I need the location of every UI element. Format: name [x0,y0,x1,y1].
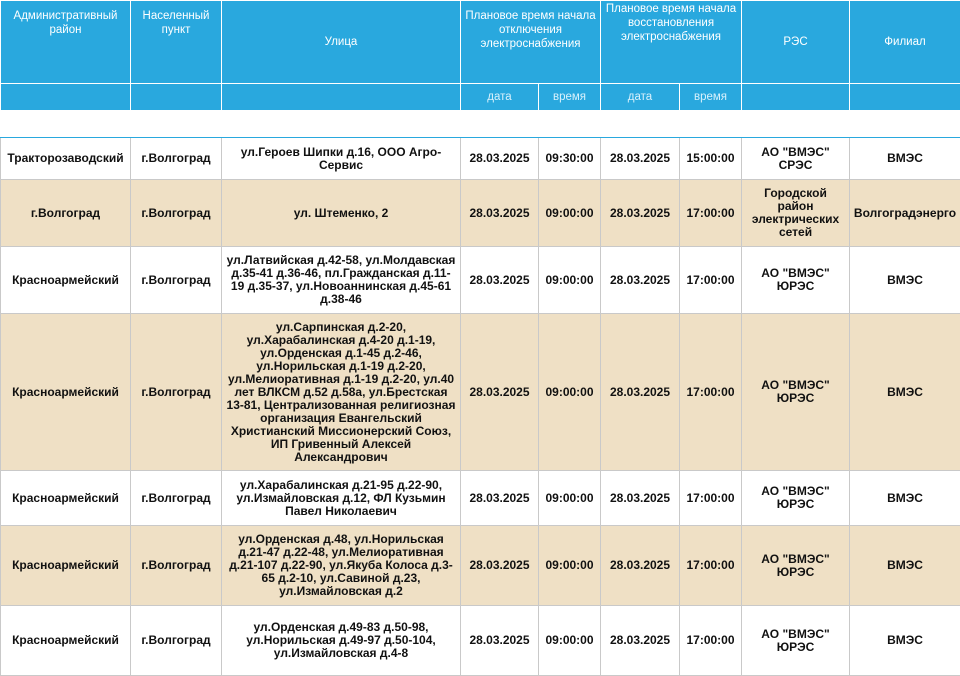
cell-restore-time: 17:00:00 [680,180,742,247]
table-row [1,138,960,180]
table-row [1,180,960,247]
cell-branch: ВМЭС [850,606,960,676]
cell-res: АО "ВМЭС" ЮРЭС [742,471,850,526]
cell-res: АО "ВМЭС" ЮРЭС [742,606,850,676]
cell-district: г.Волгоград [1,180,131,247]
cell-off-date: 28.03.2025 [461,247,539,314]
cell-restore-time: 17:00:00 [680,526,742,606]
subheader-empty [742,84,850,111]
cell-off-time: 09:00:00 [539,247,601,314]
subheader-empty [131,84,222,111]
cell-district: Красноармейский [1,247,131,314]
cell-restore-time: 17:00:00 [680,471,742,526]
cell-off-time: 09:00:00 [539,180,601,247]
cell-off-date: 28.03.2025 [461,526,539,606]
cell-district: Красноармейский [1,314,131,471]
cell-street: ул.Героев Шипки д.16, ООО Агро-Сервис [222,138,461,180]
subheader-off-date: дата [461,84,539,111]
header-res: РЭС [742,1,850,84]
cell-off-time: 09:00:00 [539,526,601,606]
cell-res: АО "ВМЭС" СРЭС [742,138,850,180]
header-spacer [1,111,960,138]
cell-settlement: г.Волгоград [131,138,222,180]
cell-restore-time: 15:00:00 [680,138,742,180]
subheader-empty [222,84,461,111]
cell-district: Тракторозаводский [1,138,131,180]
cell-street: ул.Орденская д.48, ул.Норильская д.21-47 д.22-48, ул.Мелиоративная д.21-107 д.22-90, ул.Якуба Колоса д.3-65 д.2-10, ул.Савиной д.23, ул.Измайловская д.2 [222,526,461,606]
cell-district: Красноармейский [1,526,131,606]
cell-street: ул.Сарпинская д.2-20, ул.Харабалинская д.4-20 д.1-19, ул.Орденская д.1-45 д.2-46, ул.Норильская д.1-19 д.2-20, ул.Мелиоративная д.1-19 д.2-20, ул.40 лет ВЛКСМ д.52 д.58а, ул.Брестская 13-81, Централизованная религиозная организация Евангельский Христианский Миссионерский Союз, ИП Гривенный Алексей Александрович [222,314,461,471]
header-restore-time: Плановое время начала восстановления электроснабжения [601,1,742,84]
subheader-empty [850,84,960,111]
cell-restore-date: 28.03.2025 [601,314,680,471]
cell-branch: ВМЭС [850,314,960,471]
cell-restore-date: 28.03.2025 [601,526,680,606]
cell-restore-date: 28.03.2025 [601,606,680,676]
cell-off-date: 28.03.2025 [461,314,539,471]
cell-settlement: г.Волгоград [131,471,222,526]
cell-res: АО "ВМЭС" ЮРЭС [742,247,850,314]
cell-restore-date: 28.03.2025 [601,180,680,247]
cell-street: ул.Харабалинская д.21-95 д.22-90, ул.Измайловская д.12, ФЛ Кузьмин Павел Николаевич [222,471,461,526]
table-row [1,247,960,314]
cell-branch: ВМЭС [850,138,960,180]
cell-district: Красноармейский [1,606,131,676]
cell-off-date: 28.03.2025 [461,471,539,526]
cell-restore-date: 28.03.2025 [601,247,680,314]
table-body [1,138,960,676]
header-off-time: Плановое время начала отключения электроснабжения [461,1,601,84]
cell-branch: ВМЭС [850,471,960,526]
cell-settlement: г.Волгоград [131,180,222,247]
cell-settlement: г.Волгоград [131,526,222,606]
table-row [1,314,960,471]
cell-street: ул.Орденская д.49-83 д.50-98, ул.Норильская д.49-97 д.50-104, ул.Измайловская д.4-8 [222,606,461,676]
cell-off-time: 09:00:00 [539,471,601,526]
header-branch: Филиал [850,1,960,84]
cell-off-date: 28.03.2025 [461,606,539,676]
cell-branch: Волгоградэнерго [850,180,960,247]
cell-res: АО "ВМЭС" ЮРЭС [742,526,850,606]
subheader-empty [1,84,131,111]
cell-street: ул.Латвийская д.42-58, ул.Молдавская д.35-41 д.36-46, пл.Гражданская д.11-19 д.35-37, ул.Новоаннинская д.45-61 д.38-46 [222,247,461,314]
cell-settlement: г.Волгоград [131,606,222,676]
header-street: Улица [222,1,461,84]
cell-branch: ВМЭС [850,247,960,314]
cell-off-time: 09:30:00 [539,138,601,180]
cell-res: АО "ВМЭС" ЮРЭС [742,314,850,471]
cell-restore-time: 17:00:00 [680,247,742,314]
cell-off-time: 09:00:00 [539,606,601,676]
header-district: Административный район [1,1,131,84]
cell-off-time: 09:00:00 [539,314,601,471]
table-header [1,1,960,138]
subheader-off-time: время [539,84,601,111]
cell-branch: ВМЭС [850,526,960,606]
cell-restore-date: 28.03.2025 [601,138,680,180]
subheader-restore-time: время [680,84,742,111]
cell-restore-date: 28.03.2025 [601,471,680,526]
cell-res: Городской район электрических сетей [742,180,850,247]
table-row [1,526,960,606]
cell-settlement: г.Волгоград [131,314,222,471]
cell-off-date: 28.03.2025 [461,138,539,180]
table-row [1,471,960,526]
cell-restore-time: 17:00:00 [680,314,742,471]
cell-district: Красноармейский [1,471,131,526]
table-row [1,606,960,676]
header-settlement: Населенный пункт [131,1,222,84]
cell-settlement: г.Волгоград [131,247,222,314]
cell-street: ул. Штеменко, 2 [222,180,461,247]
cell-restore-time: 17:00:00 [680,606,742,676]
subheader-restore-date: дата [601,84,680,111]
cell-off-date: 28.03.2025 [461,180,539,247]
